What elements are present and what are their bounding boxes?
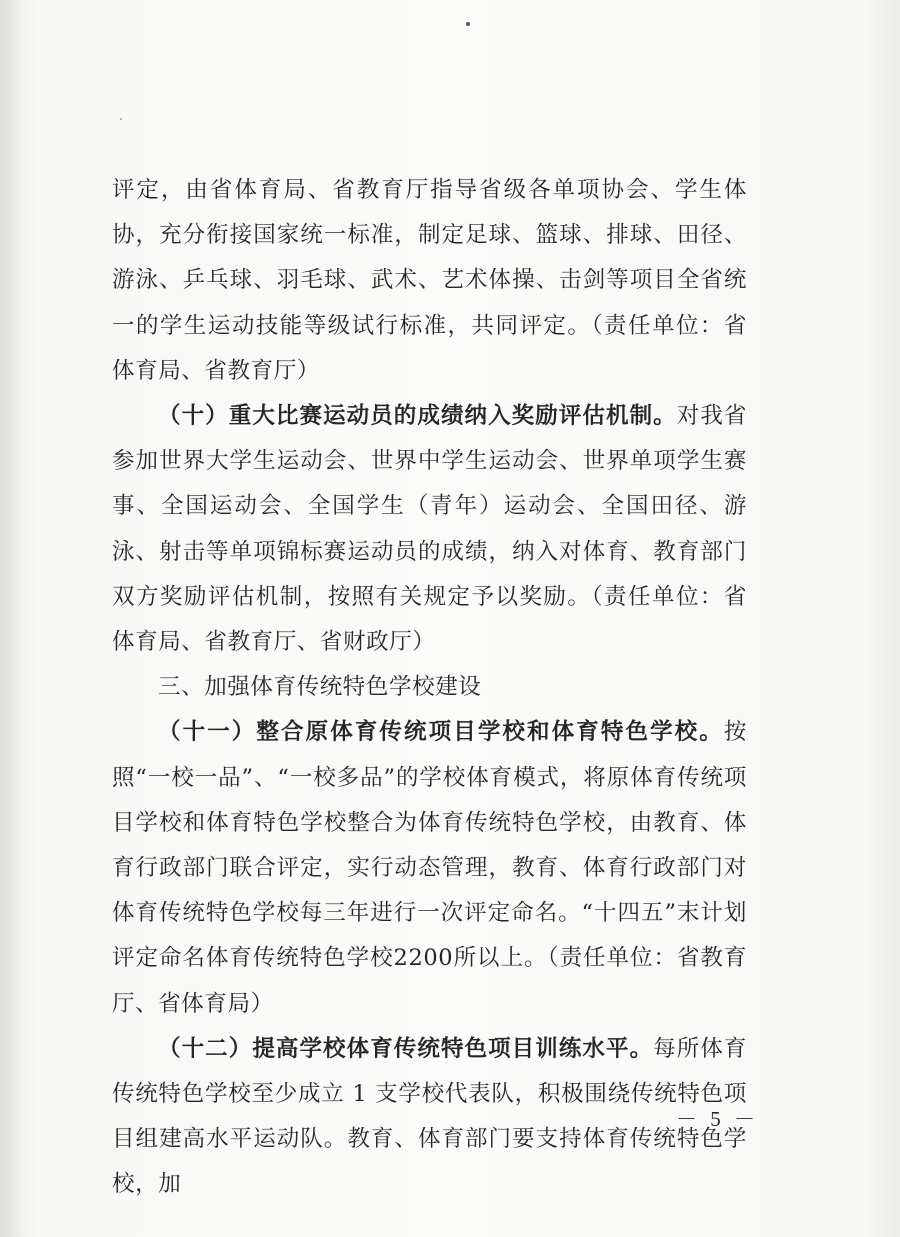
paragraph-continuation xyxy=(112,168,747,394)
scan-shadow xyxy=(0,0,22,1237)
item-heading: （十一）整合原体育传统项目学校和体育特色学校。 xyxy=(158,719,724,746)
paragraph-text: 按照“一校一品”、“一校多品”的学校体育模式，将原体育传统项目学校和体育特色学校整合为体育传统特色学校，由教育、体育行政部门联合评定，实行动态管理，教育、体育行政部门对体育传统特色学校每三年进行一次评定命名。“十四五”末计划评定命名体育传统特色学校2200所以上。（责任单位：省教育厅、省体育局） xyxy=(112,719,747,1017)
paragraph-item-10 xyxy=(112,394,747,665)
paragraph-text: 对我省参加世界大学生运动会、世界中学生运动会、世界单项学生赛事、全国运动会、全国学生（青年）运动会、全国田径、游泳、射击等单项锦标赛运动员的成绩，纳入对体育、教育部门双方奖励评估机制，按照有关规定予以奖励。（责任单位：省体育局、省教育厅、省财政厅） xyxy=(112,403,747,656)
document-body xyxy=(112,168,747,1208)
section-heading-text: 三、加强体育传统特色学校建设 xyxy=(158,674,482,701)
paragraph-item-11 xyxy=(112,710,747,1026)
item-heading: （十）重大比赛运动员的成绩纳入奖励评估机制。 xyxy=(158,403,677,430)
paragraph-text: 评定，由省体育局、省教育厅指导省级各单项协会、学生体协，充分衔接国家统一标准，制定足球、篮球、排球、田径、游泳、乒乓球、羽毛球、武术、艺术体操、击剑等项目全省统一的学生运动技能等级试行标准，共同评定。（责任单位：省体育局、省教育厅） xyxy=(112,177,747,384)
scan-speck xyxy=(120,118,122,120)
paragraph-text: 每所体育传统特色学校至少成立 1 支学校代表队，积极围绕传统特色项目组建高水平运动队。教育、体育部门要支持体育传统特色学校，加 xyxy=(112,1035,747,1198)
item-heading: （十二）提高学校体育传统特色项目训练水平。 xyxy=(158,1035,654,1062)
page-number: － 5 － xyxy=(676,1107,759,1131)
scan-speck xyxy=(466,22,470,26)
paragraph-item-12 xyxy=(112,1027,747,1208)
section-heading xyxy=(112,665,747,710)
